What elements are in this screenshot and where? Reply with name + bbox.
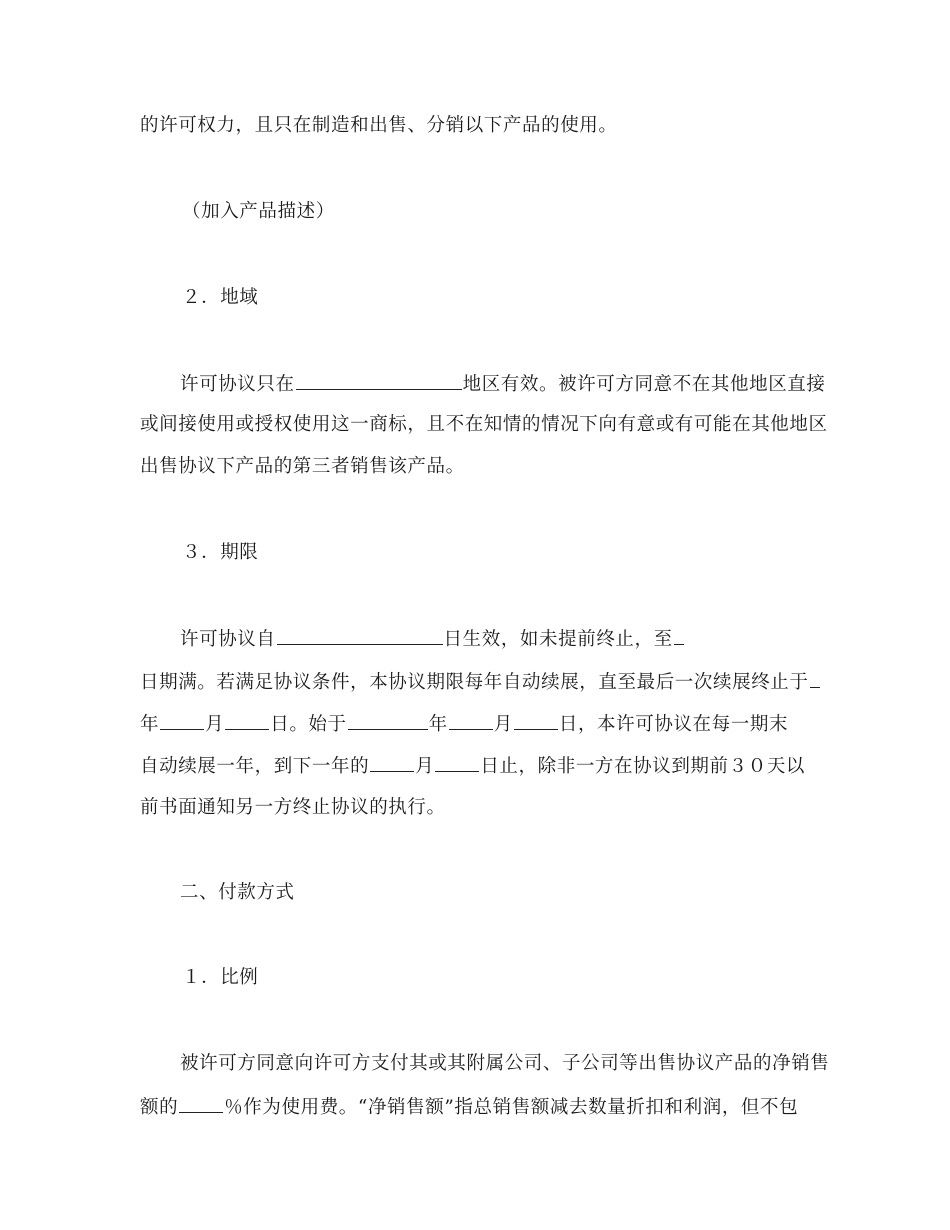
payment-line-2-text-a: 额的 (140, 1097, 179, 1118)
territory-line-1 (180, 371, 860, 397)
term-text-b: 日生效，如未提前终止，至 (443, 629, 673, 650)
paragraph-rights-end: 的许可权力，且只在制造和出售、分销以下产品的使用。 (140, 115, 618, 136)
term-line-4-tail: 日止，除非一方在协议到期前３０天以 (480, 756, 806, 777)
subsection-heading-ratio: １．比例 (182, 967, 259, 988)
term-line-1 (180, 626, 860, 652)
territory-line-3: 出售协议下产品的第三者销售该产品。 (140, 456, 465, 477)
term-line-5: 前书面通知另一方终止协议的执行。 (140, 797, 446, 818)
final-month-blank[interactable] (160, 711, 204, 730)
territory-line-2: 或间接使用或授权使用这一商标，且不在知情的情况下向有意或有可能在其他地区 (140, 414, 828, 435)
royalty-percentage-blank[interactable] (179, 1094, 223, 1113)
territory-text-a: 许可协议只在 (180, 374, 295, 395)
final-day-blank[interactable] (225, 711, 269, 730)
term-line-4 (140, 753, 820, 779)
start-month-blank[interactable] (449, 711, 493, 730)
label-day-start: 日。始于 (270, 714, 347, 735)
term-start-date-blank[interactable] (277, 626, 443, 645)
term-end-date-blank[interactable] (674, 626, 684, 645)
section-heading-term: ３．期限 (182, 542, 259, 563)
term-line-4-text: 自动续展一年，到下一年的 (140, 756, 370, 777)
payment-line-2 (140, 1094, 820, 1120)
label-month-2: 月 (493, 714, 513, 735)
section-heading-payment: 二、付款方式 (180, 882, 295, 903)
renewal-month-blank[interactable] (370, 753, 414, 772)
label-year-2: 年 (428, 714, 448, 735)
term-line-2-text: 日期满。若满足协议条件，本协议期限每年自动续展，直至最后一次续展终止于 (140, 672, 809, 693)
territory-blank[interactable] (296, 371, 462, 390)
section-heading-territory: ２．地域 (182, 287, 259, 308)
start-year-blank[interactable] (348, 711, 428, 730)
term-line-2 (140, 669, 820, 695)
renewal-day-blank[interactable] (435, 753, 479, 772)
label-month-3: 月 (415, 756, 435, 777)
label-year: 年 (140, 714, 160, 735)
payment-line-2-text-b: ％作为使用费。“净销售额”指总销售额减去数量折扣和利润，但不包 (224, 1097, 799, 1118)
term-line-3 (140, 711, 820, 737)
label-month: 月 (205, 714, 225, 735)
start-day-blank[interactable] (514, 711, 558, 730)
term-text-a: 许可协议自 (180, 629, 276, 650)
term-final-renewal-blank[interactable] (810, 669, 820, 688)
territory-text-b: 地区有效。被许可方同意不在其他地区直接 (462, 374, 826, 395)
product-description-placeholder: （加入产品描述） (182, 201, 335, 222)
term-line-3-tail: 日，本许可协议在每一期末 (558, 714, 789, 735)
payment-line-1: 被许可方同意向许可方支付其或其附属公司、子公司等出售协议产品的净销售 (180, 1053, 830, 1074)
